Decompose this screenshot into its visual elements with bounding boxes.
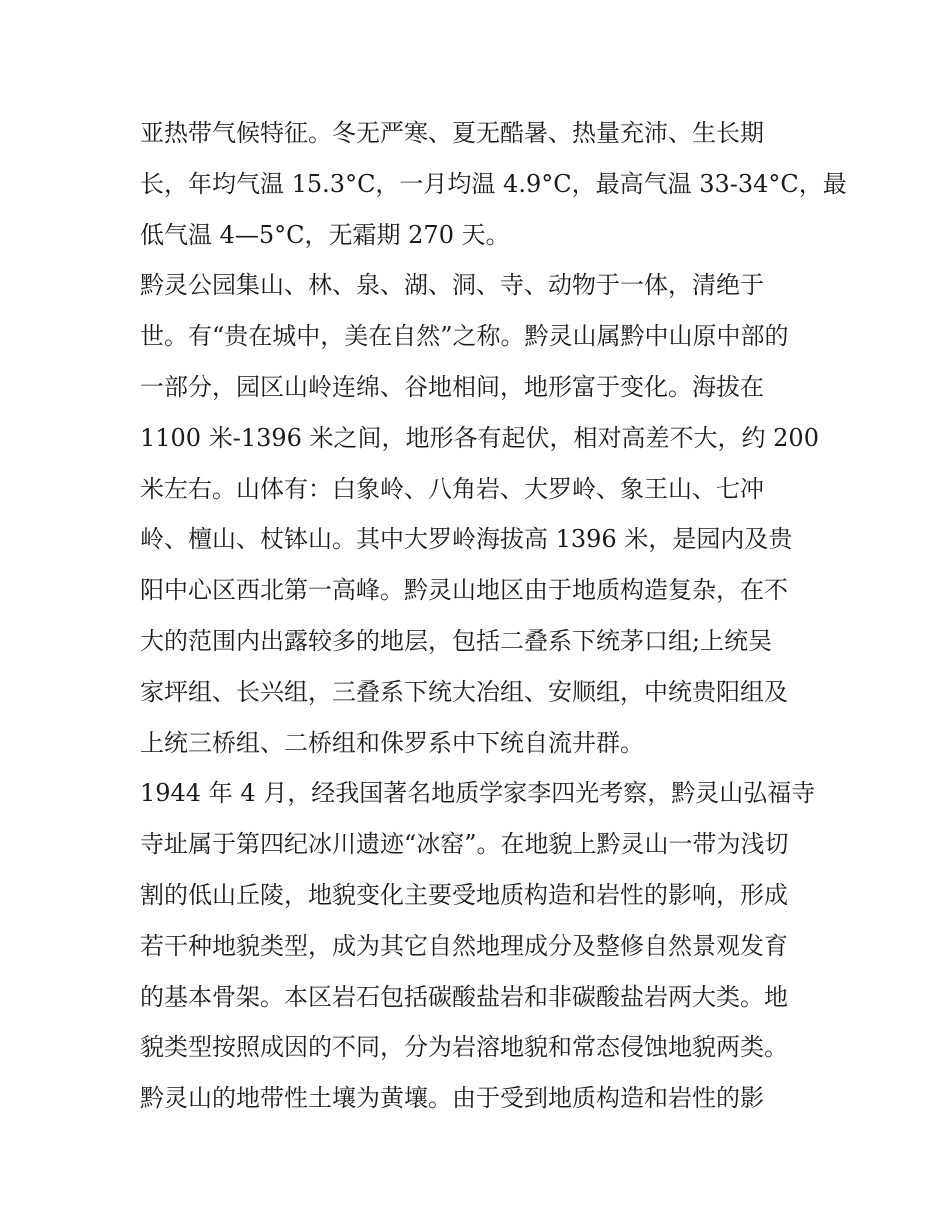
paragraph-geology xyxy=(140,768,820,1124)
paragraph-climate xyxy=(140,108,847,260)
text-line: 低气温 4—5°C，无霜期 270 天。 xyxy=(140,220,510,249)
text-line: 米左右。山体有：白象岭、八角岩、大罗岭、象王山、七冲 xyxy=(140,474,764,503)
body-text xyxy=(140,108,847,1124)
text-line: 一部分，园区山岭连绵、谷地相间，地形富于变化。海拔在 xyxy=(140,372,764,401)
text-line: 割的低山丘陵，地貌变化主要受地质构造和岩性的影响，形成 xyxy=(140,880,788,909)
text-line: 貌类型按照成因的不同，分为岩溶地貌和常态侵蚀地貌两类。 xyxy=(140,1033,788,1062)
text-line: 阳中心区西北第一高峰。黔灵山地区由于地质构造复杂，在不 xyxy=(140,576,788,605)
text-line: 黔灵公园集山、林、泉、湖、洞、寺、动物于一体，清绝于 xyxy=(140,271,764,300)
text-line: 长，年均气温 15.3°C，一月均温 4.9°C，最高气温 33-34°C，最 xyxy=(140,169,847,198)
text-line: 若干种地貌类型，成为其它自然地理成分及整修自然景观发育 xyxy=(140,931,788,960)
text-line: 亚热带气候特征。冬无严寒、夏无酷暑、热量充沛、生长期 xyxy=(140,119,764,147)
text-line: 上统三桥组、二桥组和侏罗系中下统自流井群。 xyxy=(140,728,644,757)
text-line: 大的范围内出露较多的地层，包括二叠系下统茅口组;上统吴 xyxy=(140,626,773,655)
text-line: 1944 年 4 月，经我国著名地质学家李四光考察，黔灵山弘福寺 xyxy=(140,779,816,808)
text-line: 1100 米-1396 米之间，地形各有起伏，相对高差不大，约 200 xyxy=(140,423,819,452)
text-line: 家坪组、长兴组，三叠系下统大冶组、安顺组，中统贵阳组及 xyxy=(140,677,788,706)
text-line: 的基本骨架。本区岩石包括碳酸盐岩和非碳酸盐岩两大类。地 xyxy=(140,982,788,1011)
paragraph-terrain xyxy=(140,260,820,768)
text-line: 寺址属于第四纪冰川遗迹“冰窑”。在地貌上黔灵山一带为浅切 xyxy=(140,830,789,859)
text-line: 岭、檀山、杖钵山。其中大罗岭海拔高 1396 米，是园内及贵 xyxy=(140,525,793,554)
text-line: 黔灵山的地带性土壤为黄壤。由于受到地质构造和岩性的影 xyxy=(140,1084,764,1113)
text-line: 世。有“贵在城中，美在自然”之称。黔灵山属黔中山原中部的 xyxy=(140,322,789,351)
